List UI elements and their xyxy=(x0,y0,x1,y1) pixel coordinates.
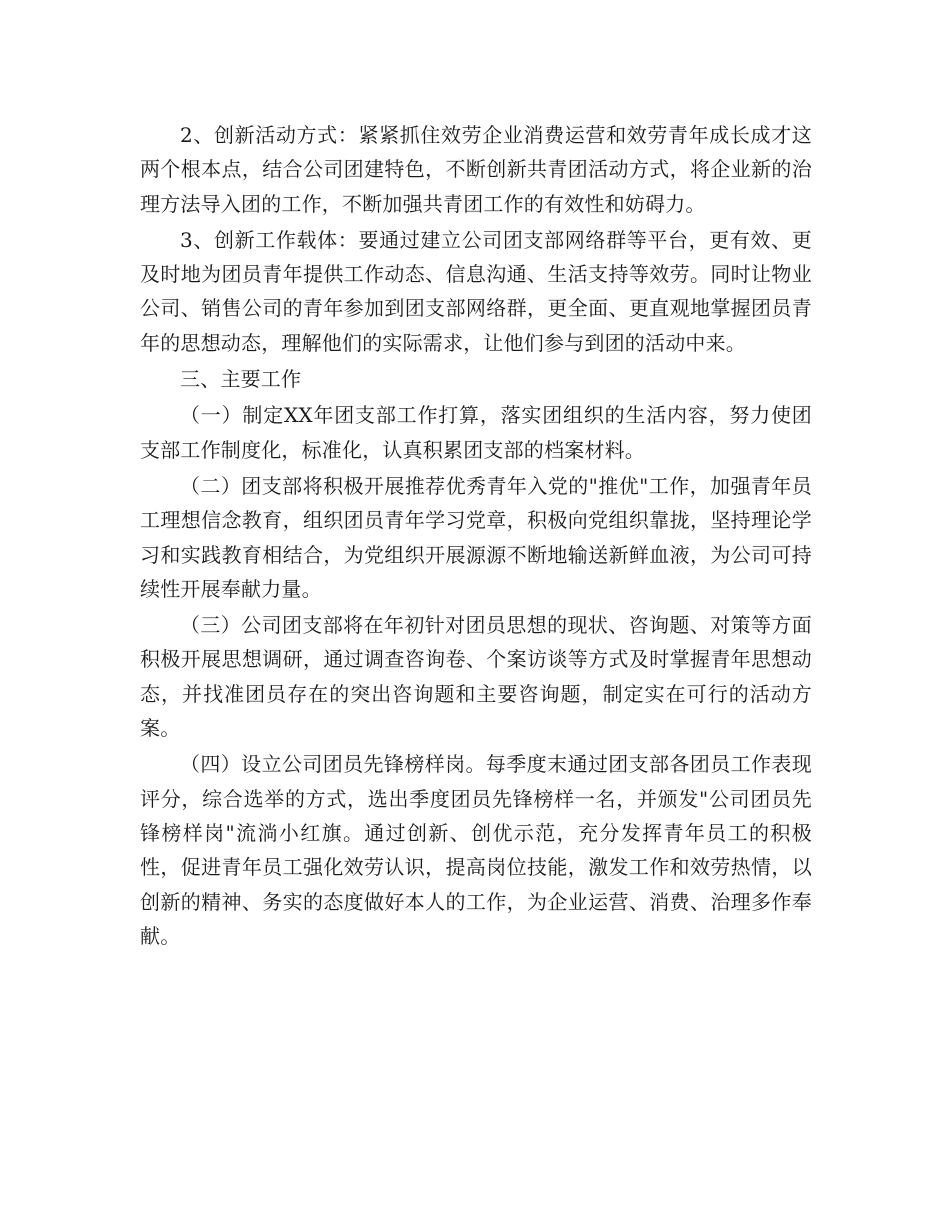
paragraph-innovate-activity-method: 2、创新活动方式：紧紧抓住效劳企业消费运营和效劳青年成长成才这两个根本点，结合公司团建特色，不断创新共青团活动方式，将企业新的治理方法导入团的工作，不断加强共青团工作的有效性和妨碍力。 xyxy=(140,123,812,216)
paragraph-work-item-3: （三）公司团支部将在年初针对团员思想的现状、咨询题、对策等方面积极开展思想调研，通过调查咨询卷、个案访谈等方式及时掌握青年思想动态，并找准团员存在的突出咨询题和主要咨询题，制定实在可行的活动方案。 xyxy=(140,613,812,741)
document-body xyxy=(140,118,812,955)
paragraph-innovate-work-carrier: 3、创新工作载体：要通过建立公司团支部网络群等平台，更有效、更及时地为团员青年提供工作动态、信息沟通、生活支持等效劳。同时让物业公司、销售公司的青年参加到团支部网络群，更全面、更直观地掌握团员青年的思想动态，理解他们的实际需求，让他们参与到团的活动中来。 xyxy=(140,227,812,355)
paragraph-work-item-4: （四）设立公司团员先锋榜样岗。每季度末通过团支部各团员工作表现评分，综合选举的方式，选出季度团员先锋榜样一名，并颁发"公司团员先锋榜样岗"流淌小红旗。通过创新、创优示范，充分发挥青年员工的积极性，促进青年员工强化效劳认识，提高岗位技能，激发工作和效劳热情，以创新的精神、务实的态度做好本人的工作，为企业运营、消费、治理多作奉献。 xyxy=(140,752,812,948)
paragraph-work-item-2: （二）团支部将积极开展推荐优秀青年入党的"推优"工作，加强青年员工理想信念教育，组织团员青年学习党章，积极向党组织靠拢，坚持理论学习和实践教育相结合，为党组织开展源源不断地输送新鲜血液，为公司可持续性开展奉献力量。 xyxy=(140,473,812,601)
paragraph-work-item-1: （一）制定XX年团支部工作打算，落实团组织的生活内容，努力使团支部工作制度化，标准化，认真积累团支部的档案材料。 xyxy=(140,403,812,462)
section-heading-main-work: 三、主要工作 xyxy=(180,367,302,392)
